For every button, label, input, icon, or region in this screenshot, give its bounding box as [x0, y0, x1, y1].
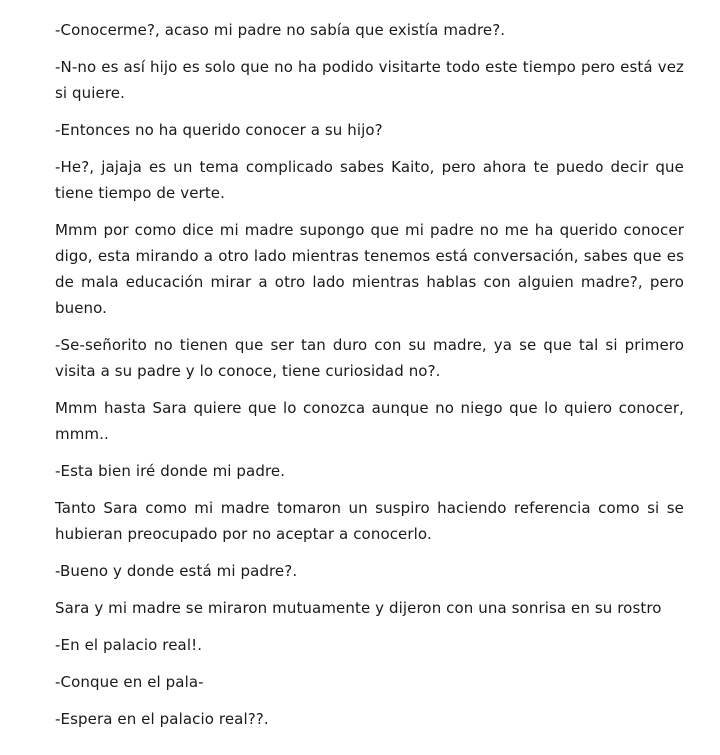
paragraph-11: Sara y mi madre se miraron mutuamente y dijeron con una sonrisa en su rostro — [55, 599, 662, 617]
paragraph-10: -Bueno y donde está mi padre?. — [55, 562, 298, 580]
paragraph-13: -Conque en el pala- — [55, 673, 204, 691]
paragraph-2: -N-no es así hijo es solo que no ha podido visitarte todo este tiempo pero está vez si quiere. — [55, 58, 684, 102]
paragraph-9: Tanto Sara como mi madre tomaron un suspiro haciendo referencia como si se hubieran preocupado por no aceptar a conocerlo. — [55, 499, 684, 543]
paragraph-8: -Esta bien iré donde mi padre. — [55, 462, 286, 480]
paragraph-1: -Conocerme?, acaso mi padre no sabía que existía madre?. — [55, 21, 506, 39]
paragraph-6: -Se-señorito no tienen que ser tan duro con su madre, ya se que tal si primero visita a su padre y lo conoce, tiene curiosidad no?. — [55, 336, 684, 380]
paragraph-3: -Entonces no ha querido conocer a su hijo? — [55, 121, 383, 139]
paragraph-12: -En el palacio real!. — [55, 636, 203, 654]
paragraph-14: -Espera en el palacio real??. — [55, 710, 269, 728]
paragraph-7: Mmm hasta Sara quiere que lo conozca aunque no niego que lo quiero conocer, mmm.. — [55, 399, 684, 443]
paragraph-4: -He?, jajaja es un tema complicado sabes Kaito, pero ahora te puedo decir que tiene tiempo de verte. — [55, 158, 684, 202]
paragraph-5: Mmm por como dice mi madre supongo que mi padre no me ha querido conocer digo, esta mirando a otro lado mientras tenemos está conversación, sabes que es de mala educación mirar a otro lado mientras hablas con alguien madre?, pero bueno. — [55, 221, 684, 317]
